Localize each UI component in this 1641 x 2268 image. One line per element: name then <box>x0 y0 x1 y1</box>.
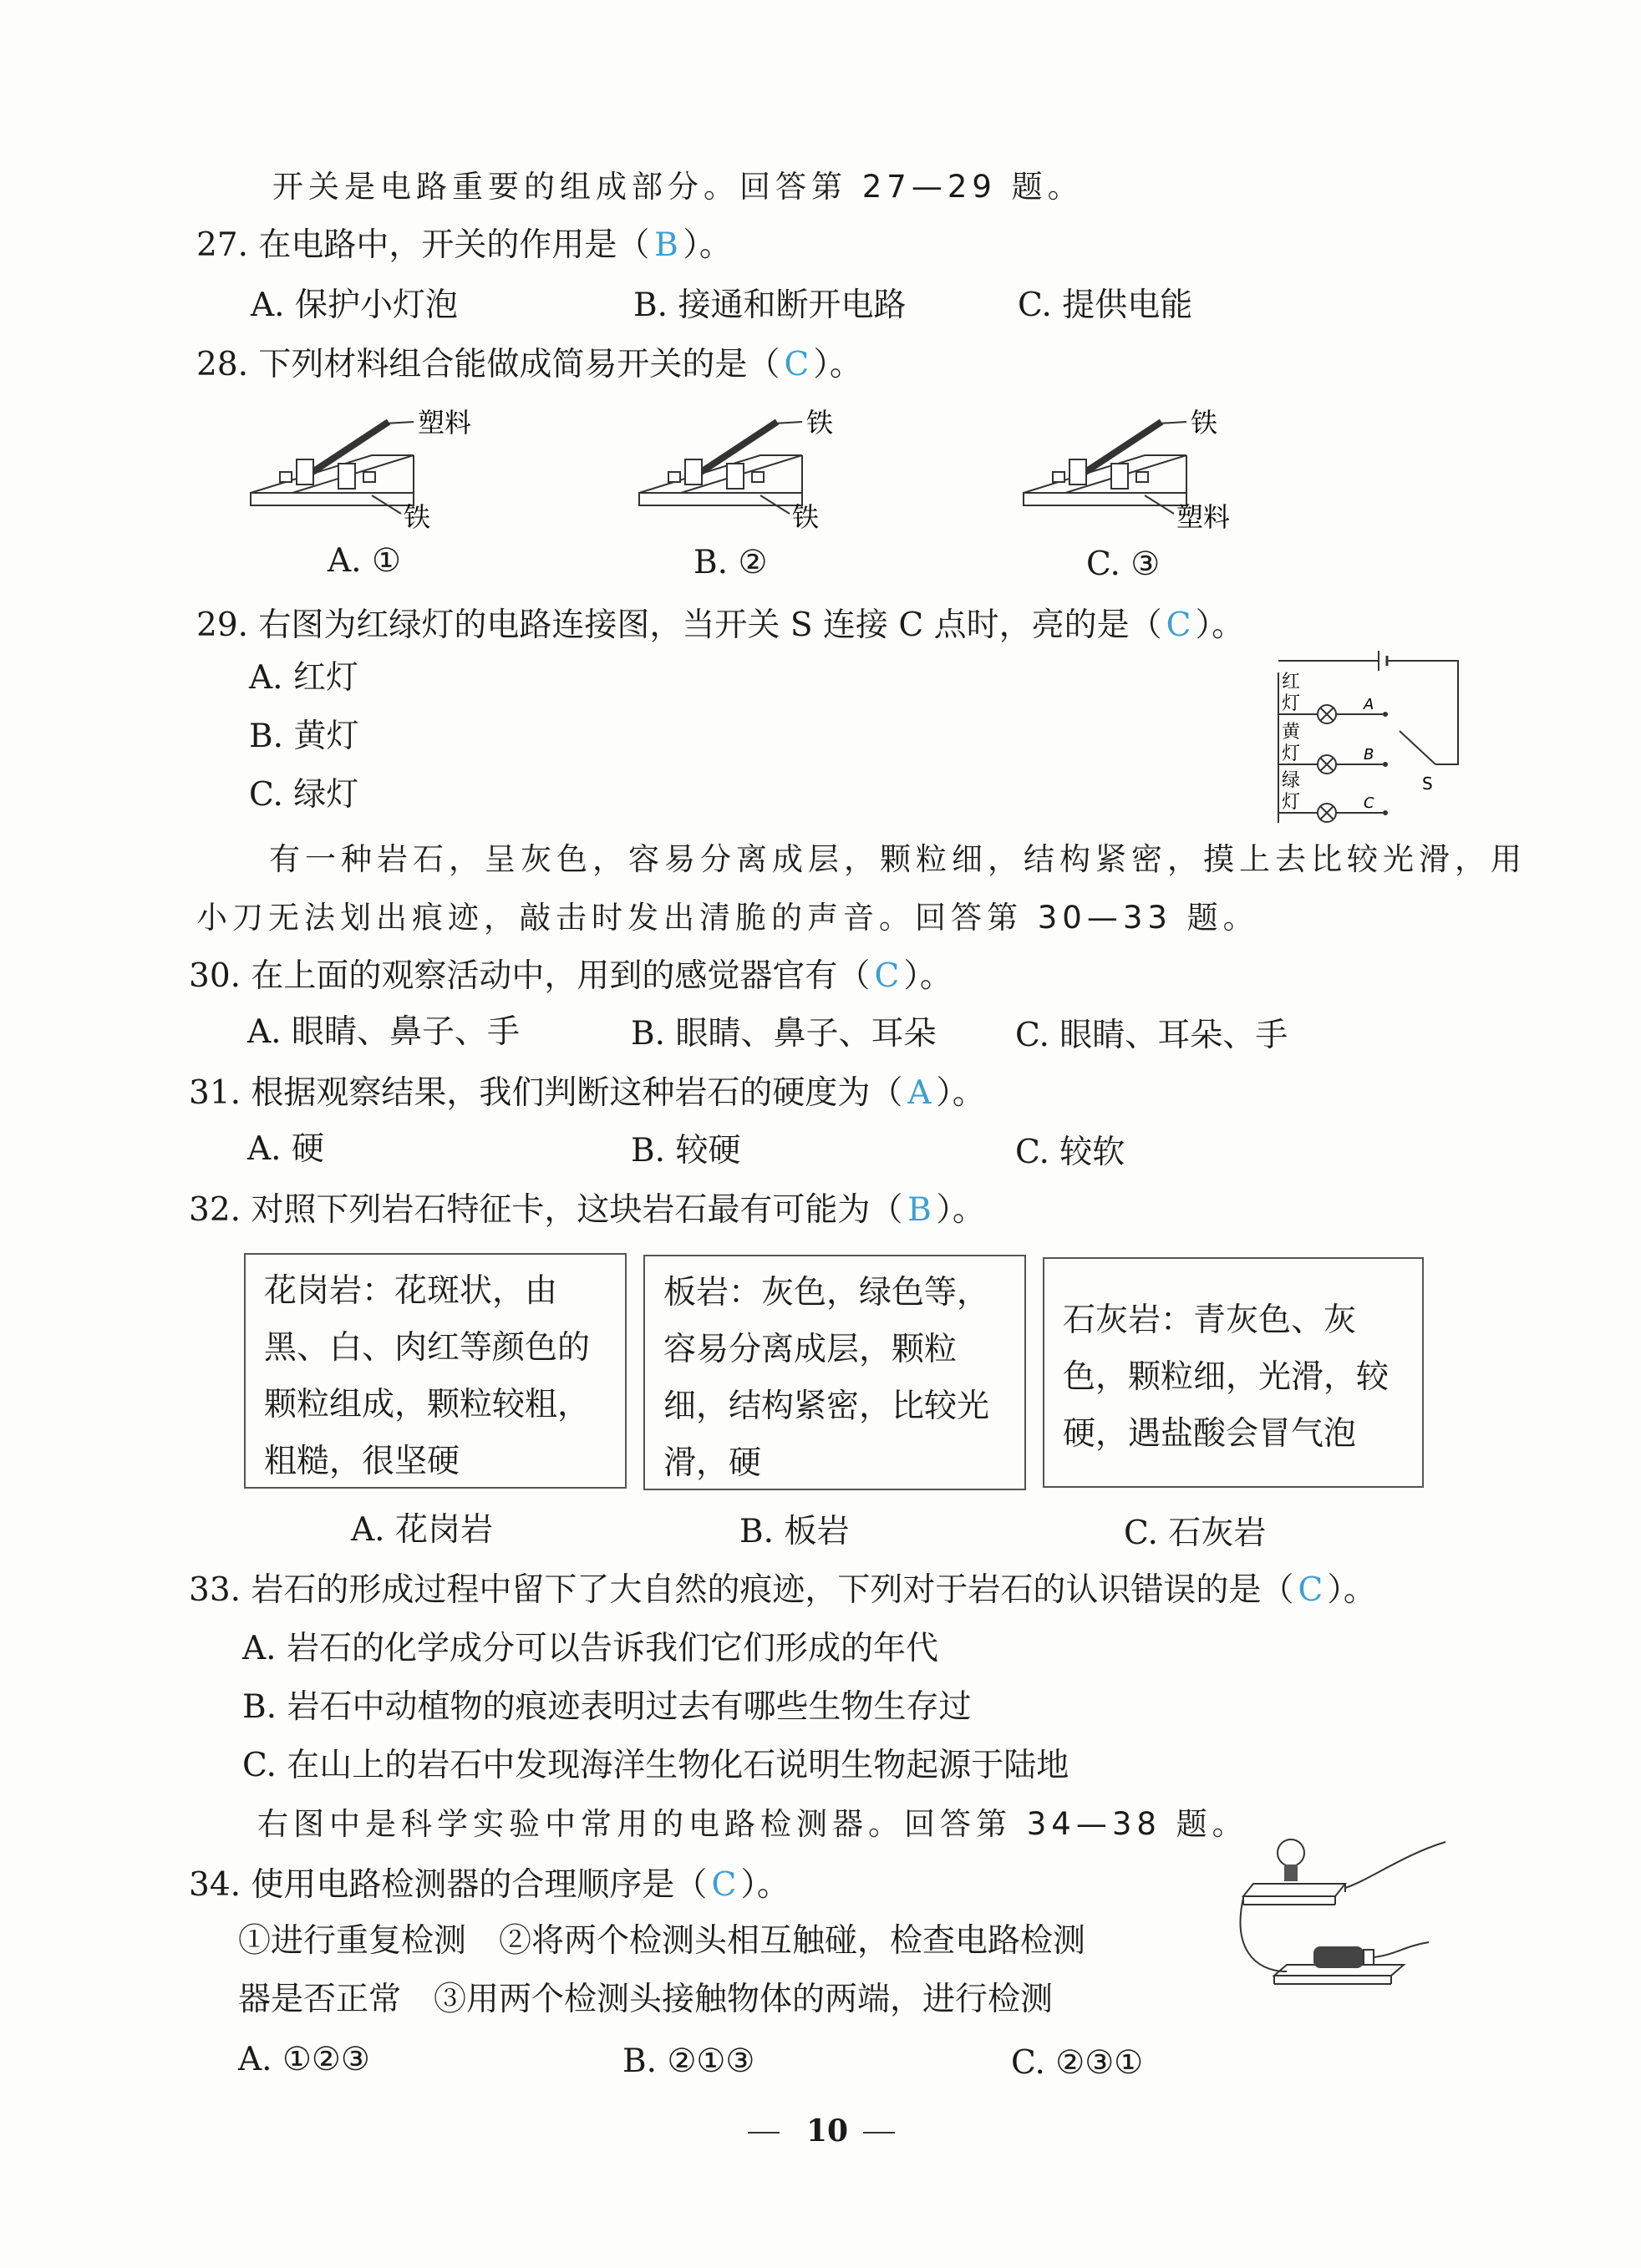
q27-option-b: B. 接通和断开电路 <box>633 287 907 324</box>
answer-32: B <box>907 1191 932 1229</box>
question-34 <box>189 1865 790 1905</box>
circuit-green-1: 绿 <box>1282 770 1301 791</box>
question-30 <box>189 956 953 997</box>
intro-30-33-line1: 有一种岩石，呈灰色，容易分离成层，颗粒细，结构紧密，摸上去比较光滑，用 <box>269 841 1527 877</box>
question-27-stem-end: ）。 <box>683 226 732 264</box>
q30-option-c: C. 眼睛、耳朵、手 <box>1015 1017 1288 1054</box>
fig2-bottom-label: 铁 <box>792 501 820 530</box>
answer-33: C <box>1298 1571 1323 1609</box>
answer-31: A <box>907 1074 932 1112</box>
question-32-stem: 32. 对照下列岩石特征卡，这块岩石最有可能为（ <box>189 1191 903 1229</box>
q32-option-c: C. 石灰岩 <box>1124 1515 1267 1552</box>
fig2-top-label: 铁 <box>806 407 834 439</box>
circuit-green-2: 灯 <box>1282 792 1301 813</box>
q34-option-c: C. ②③① <box>1011 2044 1144 2082</box>
question-33-stem-end: ）。 <box>1327 1571 1376 1609</box>
circuit-red-1: 红 <box>1282 672 1301 693</box>
question-30-stem: 30. 在上面的观察活动中，用到的感觉器官有（ <box>189 957 871 995</box>
question-33 <box>189 1570 1376 1611</box>
answer-34: C <box>711 1866 737 1904</box>
q29-option-b: B. 黄灯 <box>249 718 359 755</box>
question-34-stem: 34. 使用电路检测器的合理顺序是（ <box>189 1866 708 1904</box>
answer-27: B <box>654 226 678 264</box>
q33-option-b: B. 岩石中动植物的痕迹表明过去有哪些生物生存过 <box>242 1688 972 1726</box>
circuit-point-c: C <box>1364 794 1374 812</box>
rock-card-limestone: 石灰岩：青灰色、灰色，颗粒细，光滑，较硬，遇盐酸会冒气泡 <box>1043 1257 1424 1488</box>
rock-card-slate: 板岩：灰色，绿色等，容易分离成层，颗粒细，结构紧密，比较光滑，硬 <box>643 1255 1026 1490</box>
traffic-light-circuit-diagram <box>1270 647 1471 831</box>
switch-figure-1 <box>246 397 514 530</box>
question-27-stem: 27. 在电路中，开关的作用是（ <box>196 226 650 264</box>
q27-option-a: A. 保护小灯泡 <box>251 287 458 324</box>
q31-option-a: A. 硬 <box>247 1130 324 1168</box>
q34-option-a: A. ①②③ <box>238 2041 370 2078</box>
q34-steps-line1: ①进行重复检测 ②将两个检测头相互触碰，检查电路检测 <box>238 1922 1086 1960</box>
question-28-stem: 28. 下列材料组合能做成简易开关的是（ <box>196 346 780 383</box>
question-33-stem: 33. 岩石的形成过程中留下了大自然的痕迹，下列对于岩石的认识错误的是（ <box>189 1571 1294 1609</box>
circuit-yellow-2: 灯 <box>1282 743 1301 764</box>
q31-option-c: C. 较软 <box>1015 1134 1125 1171</box>
circuit-switch-s: S <box>1422 774 1433 794</box>
circuit-point-a: A <box>1364 696 1374 713</box>
fig1-bottom-label: 铁 <box>404 501 431 530</box>
answer-29: C <box>1166 606 1191 644</box>
question-28-stem-end: ）。 <box>813 346 862 383</box>
q29-option-a: A. 红灯 <box>249 659 358 697</box>
q27-option-c: C. 提供电能 <box>1018 287 1193 324</box>
page-footer <box>748 2113 898 2147</box>
fig3-top-label: 铁 <box>1191 407 1218 439</box>
q30-option-b: B. 眼睛、鼻子、耳朵 <box>631 1015 937 1053</box>
page-number: 10 <box>806 2113 849 2149</box>
circuit-yellow-1: 黄 <box>1282 722 1301 743</box>
intro-30-33-line2: 小刀无法划出痕迹，敲击时发出清脆的声音。回答第 30—33 题。 <box>196 900 1259 936</box>
q28-option-c: C. ③ <box>1086 545 1161 583</box>
question-31 <box>189 1073 985 1114</box>
question-28 <box>196 345 862 385</box>
question-32 <box>189 1190 985 1230</box>
intro-27-29: 开关是电路重要的组成部分。回答第 27—29 题。 <box>272 169 1084 205</box>
answer-28: C <box>784 346 810 383</box>
circuit-tester-illustration <box>1237 1804 1454 1988</box>
q34-option-b: B. ②①③ <box>622 2042 755 2080</box>
q29-option-c: C. 绿灯 <box>249 776 359 814</box>
question-29-stem-end: ）。 <box>1195 606 1245 644</box>
q33-option-c: C. 在山上的岩石中发现海洋生物化石说明生物起源于陆地 <box>242 1747 1069 1784</box>
q28-option-a: A. ① <box>328 542 401 580</box>
intro-34-38: 右图中是科学实验中常用的电路检测器。回答第 34—38 题。 <box>257 1806 1248 1842</box>
q34-steps-line2: 器是否正常 ③用两个检测头接触物体的两端，进行检测 <box>238 1981 1054 2018</box>
q30-option-a: A. 眼睛、鼻子、手 <box>247 1013 520 1051</box>
q32-option-b: B. 板岩 <box>739 1513 850 1550</box>
fig1-top-label: 塑料 <box>418 407 472 439</box>
q32-option-a: A. 花岗岩 <box>351 1511 493 1549</box>
question-29-stem: 29. 右图为红绿灯的电路连接图，当开关 S 连接 C 点时，亮的是（ <box>196 606 1162 644</box>
q28-option-b: B. ② <box>693 544 768 581</box>
fig3-bottom-label: 塑料 <box>1176 501 1231 530</box>
circuit-red-2: 灯 <box>1282 693 1301 714</box>
rock-card-granite: 花岗岩：花斑状，由黑、白、肉红等颜色的颗粒组成，颗粒较粗，粗糙，很坚硬 <box>244 1253 627 1489</box>
answer-30: C <box>874 957 900 995</box>
question-30-stem-end: ）。 <box>903 957 953 995</box>
switch-figure-3 <box>1019 397 1287 530</box>
question-27 <box>196 226 732 266</box>
q31-option-b: B. 较硬 <box>631 1132 741 1170</box>
question-32-stem-end: ）。 <box>936 1191 985 1229</box>
circuit-point-b: B <box>1364 746 1374 764</box>
question-34-stem-end: ）。 <box>740 1866 790 1904</box>
question-29 <box>196 606 1244 646</box>
question-31-stem-end: ）。 <box>936 1074 985 1112</box>
q33-option-a: A. 岩石的化学成分可以告诉我们它们形成的年代 <box>242 1630 938 1667</box>
switch-figure-2 <box>635 397 902 530</box>
question-31-stem: 31. 根据观察结果，我们判断这种岩石的硬度为（ <box>189 1074 903 1112</box>
